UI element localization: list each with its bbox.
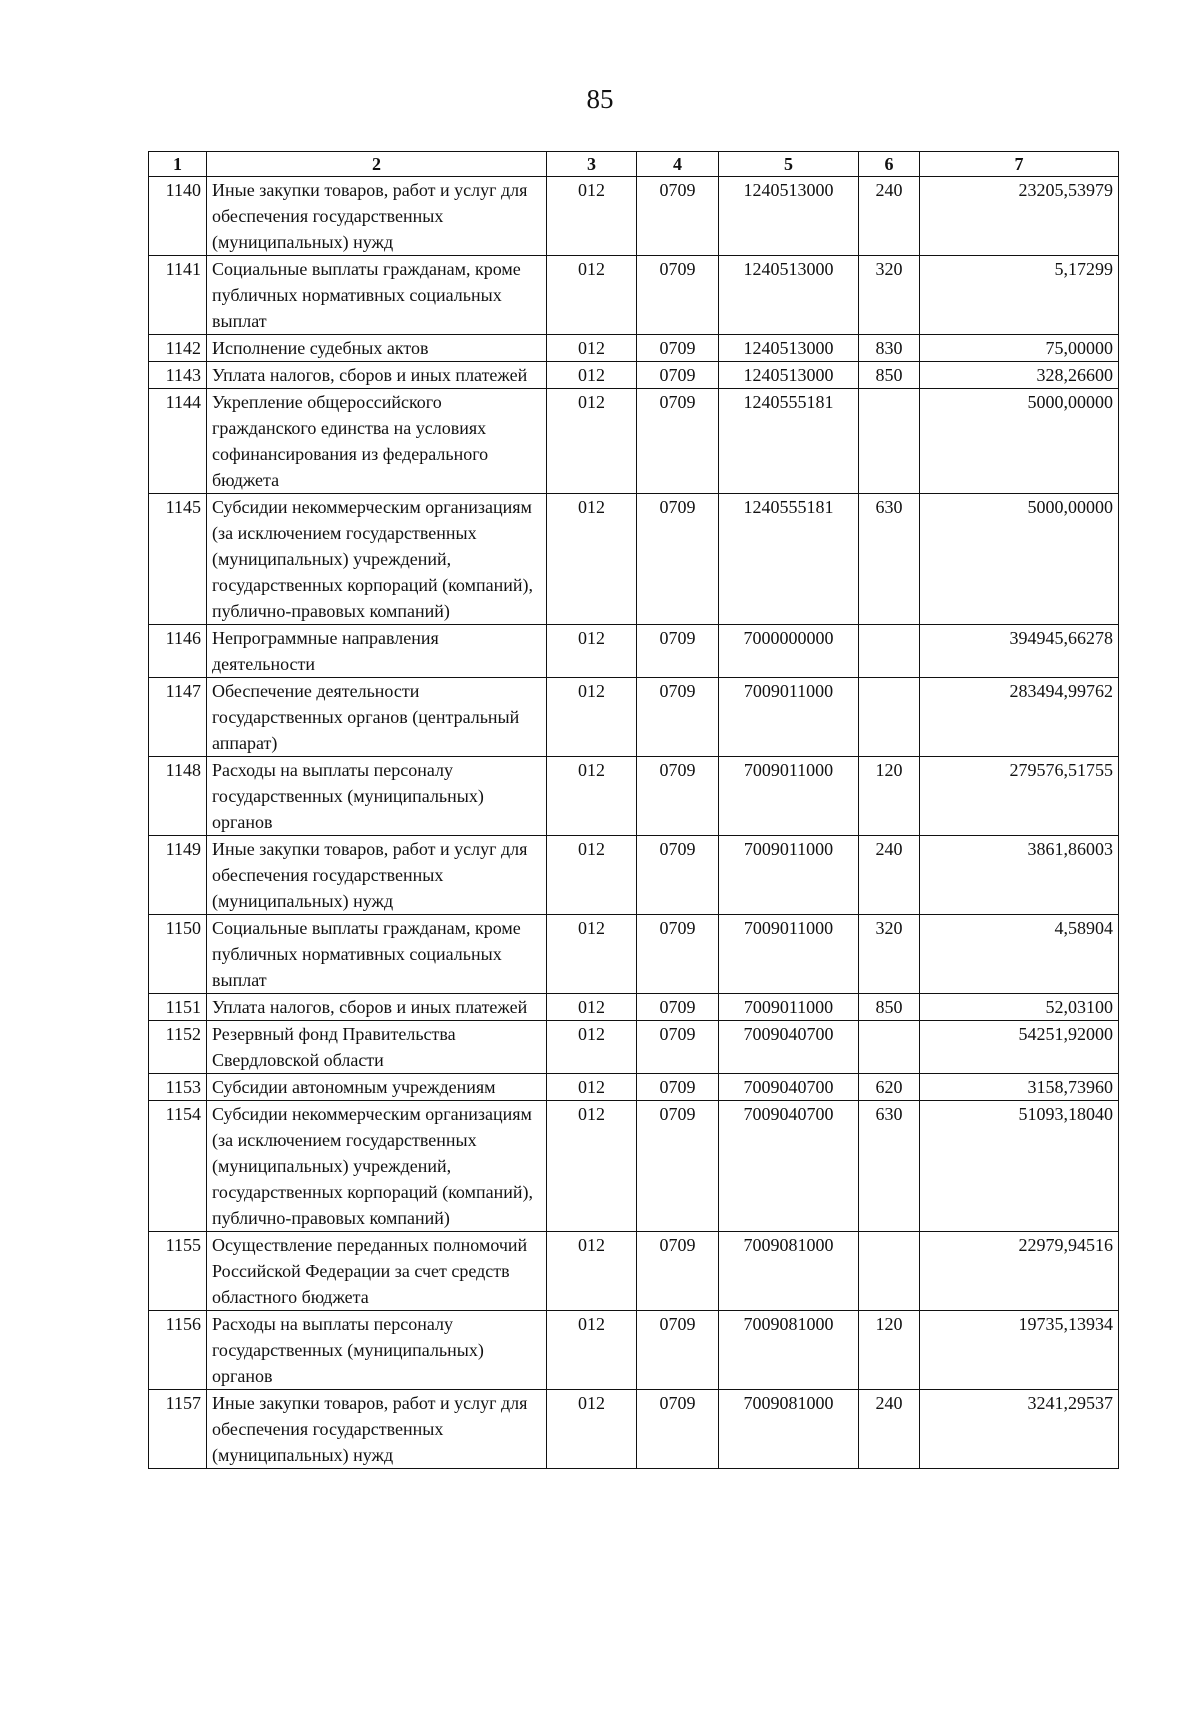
section-code-cell: 0709 (637, 678, 719, 757)
target-article-cell: 1240513000 (719, 256, 859, 335)
table-row (149, 757, 1119, 836)
ministry-code-cell: 012 (547, 678, 637, 757)
table-row (149, 836, 1119, 915)
item-name-cell: Расходы на выплаты персоналу государственных (муниципальных) органов (207, 757, 547, 836)
amount-cell: 283494,99762 (920, 678, 1119, 757)
table-row (149, 1101, 1119, 1232)
item-name-cell: Расходы на выплаты персоналу государственных (муниципальных) органов (207, 1311, 547, 1390)
section-code-cell: 0709 (637, 757, 719, 836)
ministry-code-cell: 012 (547, 1074, 637, 1101)
amount-cell: 3861,86003 (920, 836, 1119, 915)
table-row (149, 994, 1119, 1021)
expense-type-cell: 240 (859, 836, 920, 915)
section-code-cell: 0709 (637, 1232, 719, 1311)
section-code-cell: 0709 (637, 389, 719, 494)
target-article-cell: 7009011000 (719, 915, 859, 994)
ministry-code-cell: 012 (547, 915, 637, 994)
row-number-cell: 1149 (149, 836, 207, 915)
item-name-cell: Субсидии автономным учреждениям (207, 1074, 547, 1101)
ministry-code-cell: 012 (547, 389, 637, 494)
target-article-cell: 1240513000 (719, 177, 859, 256)
ministry-code-cell: 012 (547, 1101, 637, 1232)
expense-type-cell: 620 (859, 1074, 920, 1101)
ministry-code-cell: 012 (547, 1390, 637, 1469)
expense-type-cell (859, 1232, 920, 1311)
item-name-cell: Осуществление переданных полномочий Российской Федерации за счет средств областного бюджета (207, 1232, 547, 1311)
target-article-cell: 7009081000 (719, 1232, 859, 1311)
row-number-cell: 1142 (149, 335, 207, 362)
amount-cell: 279576,51755 (920, 757, 1119, 836)
section-code-cell: 0709 (637, 625, 719, 678)
item-name-cell: Уплата налогов, сборов и иных платежей (207, 362, 547, 389)
header-cell: 7 (920, 152, 1119, 177)
target-article-cell: 7009040700 (719, 1021, 859, 1074)
target-article-cell: 1240555181 (719, 494, 859, 625)
expense-type-cell: 850 (859, 362, 920, 389)
section-code-cell: 0709 (637, 1390, 719, 1469)
table-row (149, 362, 1119, 389)
ministry-code-cell: 012 (547, 362, 637, 389)
item-name-cell: Обеспечение деятельности государственных органов (центральный аппарат) (207, 678, 547, 757)
row-number-cell: 1141 (149, 256, 207, 335)
amount-cell: 52,03100 (920, 994, 1119, 1021)
item-name-cell: Социальные выплаты гражданам, кроме публичных нормативных социальных выплат (207, 256, 547, 335)
amount-cell: 328,26600 (920, 362, 1119, 389)
table-row (149, 335, 1119, 362)
row-number-cell: 1152 (149, 1021, 207, 1074)
section-code-cell: 0709 (637, 1074, 719, 1101)
section-code-cell: 0709 (637, 256, 719, 335)
item-name-cell: Иные закупки товаров, работ и услуг для обеспечения государственных (муниципальных) нужд (207, 1390, 547, 1469)
section-code-cell: 0709 (637, 1021, 719, 1074)
target-article-cell: 7000000000 (719, 625, 859, 678)
row-number-cell: 1155 (149, 1232, 207, 1311)
item-name-cell: Непрограммные направления деятельности (207, 625, 547, 678)
row-number-cell: 1151 (149, 994, 207, 1021)
section-code-cell: 0709 (637, 1311, 719, 1390)
table-row (149, 915, 1119, 994)
ministry-code-cell: 012 (547, 256, 637, 335)
ministry-code-cell: 012 (547, 335, 637, 362)
section-code-cell: 0709 (637, 836, 719, 915)
table-row (149, 1074, 1119, 1101)
target-article-cell: 7009011000 (719, 757, 859, 836)
section-code-cell: 0709 (637, 362, 719, 389)
expense-type-cell: 850 (859, 994, 920, 1021)
amount-cell: 3158,73960 (920, 1074, 1119, 1101)
target-article-cell: 7009040700 (719, 1074, 859, 1101)
table-row (149, 1390, 1119, 1469)
section-code-cell: 0709 (637, 494, 719, 625)
row-number-cell: 1145 (149, 494, 207, 625)
amount-cell: 22979,94516 (920, 1232, 1119, 1311)
table-row (149, 678, 1119, 757)
expense-type-cell: 120 (859, 1311, 920, 1390)
table-row (149, 177, 1119, 256)
header-cell: 4 (637, 152, 719, 177)
item-name-cell: Субсидии некоммерческим организациям (за исключением государственных (муниципальных) учреждений, государственных корпораций (компаний), публично-правовых компаний) (207, 1101, 547, 1232)
target-article-cell: 7009081000 (719, 1390, 859, 1469)
target-article-cell: 7009011000 (719, 994, 859, 1021)
ministry-code-cell: 012 (547, 177, 637, 256)
item-name-cell: Субсидии некоммерческим организациям (за исключением государственных (муниципальных) учреждений, государственных корпораций (компаний), публично-правовых компаний) (207, 494, 547, 625)
expense-type-cell: 240 (859, 177, 920, 256)
ministry-code-cell: 012 (547, 1232, 637, 1311)
amount-cell: 5,17299 (920, 256, 1119, 335)
amount-cell: 394945,66278 (920, 625, 1119, 678)
item-name-cell: Исполнение судебных актов (207, 335, 547, 362)
amount-cell: 5000,00000 (920, 494, 1119, 625)
row-number-cell: 1150 (149, 915, 207, 994)
expense-type-cell: 320 (859, 915, 920, 994)
amount-cell: 4,58904 (920, 915, 1119, 994)
ministry-code-cell: 012 (547, 1021, 637, 1074)
expense-type-cell (859, 678, 920, 757)
item-name-cell: Социальные выплаты гражданам, кроме публичных нормативных социальных выплат (207, 915, 547, 994)
page-number: 85 (586, 84, 614, 114)
table-row (149, 494, 1119, 625)
item-name-cell: Укрепление общероссийского гражданского единства на условиях софинансирования из федерального бюджета (207, 389, 547, 494)
target-article-cell: 7009081000 (719, 1311, 859, 1390)
table-row (149, 389, 1119, 494)
table-row (149, 1021, 1119, 1074)
row-number-cell: 1140 (149, 177, 207, 256)
header-cell: 2 (207, 152, 547, 177)
section-code-cell: 0709 (637, 994, 719, 1021)
amount-cell: 54251,92000 (920, 1021, 1119, 1074)
row-number-cell: 1148 (149, 757, 207, 836)
table-row (149, 1232, 1119, 1311)
row-number-cell: 1146 (149, 625, 207, 678)
target-article-cell: 7009011000 (719, 836, 859, 915)
item-name-cell: Иные закупки товаров, работ и услуг для обеспечения государственных (муниципальных) нужд (207, 836, 547, 915)
table-row (149, 625, 1119, 678)
section-code-cell: 0709 (637, 177, 719, 256)
header-cell: 1 (149, 152, 207, 177)
expense-type-cell: 630 (859, 1101, 920, 1232)
expense-type-cell (859, 625, 920, 678)
header-cell: 6 (859, 152, 920, 177)
expense-type-cell (859, 389, 920, 494)
amount-cell: 75,00000 (920, 335, 1119, 362)
section-code-cell: 0709 (637, 915, 719, 994)
amount-cell: 19735,13934 (920, 1311, 1119, 1390)
item-name-cell: Резервный фонд Правительства Свердловской области (207, 1021, 547, 1074)
header-cell: 5 (719, 152, 859, 177)
budget-table (148, 151, 1119, 1469)
ministry-code-cell: 012 (547, 994, 637, 1021)
amount-cell: 3241,29537 (920, 1390, 1119, 1469)
ministry-code-cell: 012 (547, 625, 637, 678)
target-article-cell: 7009040700 (719, 1101, 859, 1232)
row-number-cell: 1157 (149, 1390, 207, 1469)
expense-type-cell: 630 (859, 494, 920, 625)
row-number-cell: 1144 (149, 389, 207, 494)
ministry-code-cell: 012 (547, 1311, 637, 1390)
row-number-cell: 1147 (149, 678, 207, 757)
table-row (149, 256, 1119, 335)
table-row (149, 1311, 1119, 1390)
item-name-cell: Иные закупки товаров, работ и услуг для обеспечения государственных (муниципальных) нужд (207, 177, 547, 256)
expense-type-cell: 320 (859, 256, 920, 335)
target-article-cell: 1240555181 (719, 389, 859, 494)
ministry-code-cell: 012 (547, 836, 637, 915)
item-name-cell: Уплата налогов, сборов и иных платежей (207, 994, 547, 1021)
amount-cell: 23205,53979 (920, 177, 1119, 256)
target-article-cell: 7009011000 (719, 678, 859, 757)
amount-cell: 5000,00000 (920, 389, 1119, 494)
section-code-cell: 0709 (637, 335, 719, 362)
expense-type-cell: 240 (859, 1390, 920, 1469)
row-number-cell: 1154 (149, 1101, 207, 1232)
row-number-cell: 1143 (149, 362, 207, 389)
target-article-cell: 1240513000 (719, 362, 859, 389)
section-code-cell: 0709 (637, 1101, 719, 1232)
ministry-code-cell: 012 (547, 494, 637, 625)
header-row (149, 152, 1119, 177)
expense-type-cell: 830 (859, 335, 920, 362)
row-number-cell: 1156 (149, 1311, 207, 1390)
row-number-cell: 1153 (149, 1074, 207, 1101)
expense-type-cell (859, 1021, 920, 1074)
amount-cell: 51093,18040 (920, 1101, 1119, 1232)
expense-type-cell: 120 (859, 757, 920, 836)
target-article-cell: 1240513000 (719, 335, 859, 362)
header-cell: 3 (547, 152, 637, 177)
ministry-code-cell: 012 (547, 757, 637, 836)
